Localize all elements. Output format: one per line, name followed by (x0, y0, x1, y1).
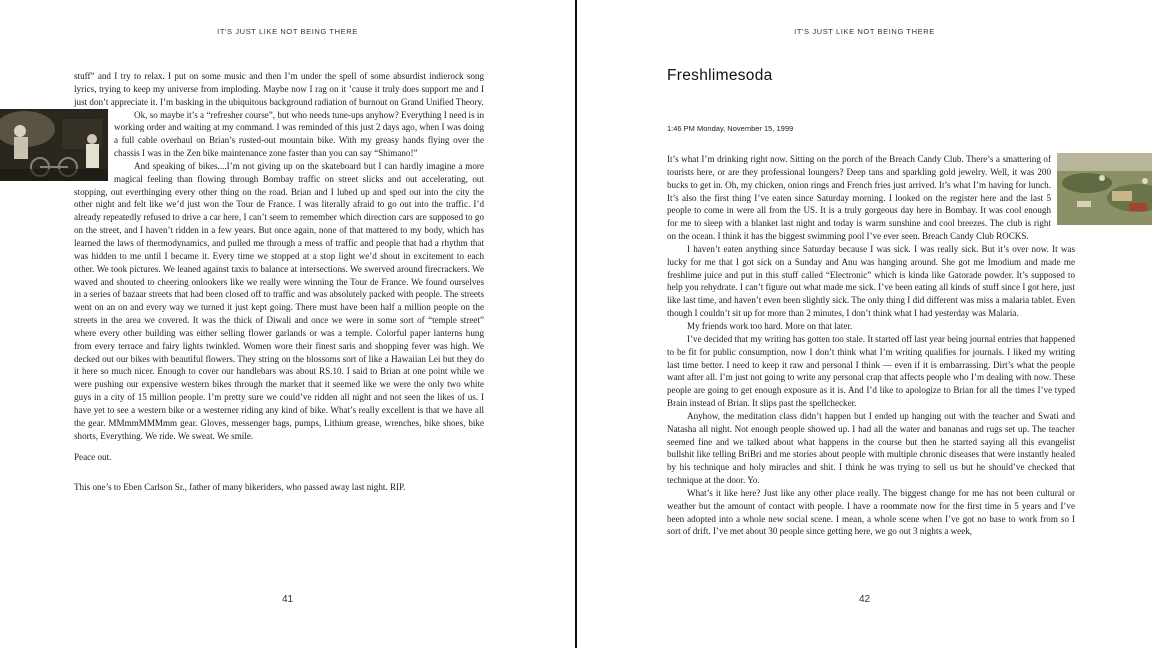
bike-photo (0, 109, 108, 181)
paragraph: I haven’t eaten anything since Saturday because I was sick. I was really sick. But it’s over now. It was lucky for me that I got sick on a Sunday and Anu was hanging around. She got me Imodium and made me freshlime juice and put in this stuff called “Electronic” which is kinda like Gatorade powder. It’s supposed to help you rehydrate. I can’t figure out what made me sick. I’ve been eating all kinds of stuff since I got here, just like last time, and haven’t even been slightly sick. The only thing I did different was miss a malaria tablet. Even though I couldn’t sit up for more than 2 minutes, I don’t think what I had yesterday was Malaria. (667, 243, 1075, 319)
right-page (577, 0, 1152, 648)
club-photo (1057, 153, 1152, 225)
running-head: IT'S JUST LIKE NOT BEING THERE (217, 27, 358, 36)
paragraph: Anyhow, the meditation class didn’t happen but I ended up hanging out with the teacher and Swati and Natasha all night. Not enough people showed up. I had all the water and bananas and rugs set up. The teacher seemed fine and we talked about what happens in the course but then he started saying all this evangelist bullshit like telling BriBri and me stories about people with multiple chronic diseases that were instantly healed by his technique and holy miracles and shit. I think he was trying to sell us but he should’ve checked that technique at the door. Yo. (667, 410, 1075, 486)
left-page (0, 0, 575, 648)
paragraph: This one’s to Eben Carlson Sr., father of many bikeriders, who passed away last night. RIP. (74, 482, 406, 493)
running-head: IT'S JUST LIKE NOT BEING THERE (794, 27, 935, 36)
body-text (74, 70, 484, 494)
paragraph: I’ve decided that my writing has gotten too stale. It started off last year being journal entries that happened to be fit for public consumption, now I don’t think what I’m writing qualifies for journals. I liked my writing last time better. I need to keep it raw and personal I think — even if it is embarrassing. Dirt’s what the people want after all. I’m just not going to write any personal crap that affects people who I’m dealing with now. These people are going to get enough exposure as it is. And I’d like to apologize to Brian for all the times I’ve typed Brain instead of Brian. It slips past the spellchecker. (667, 333, 1075, 409)
paragraph: My friends work too hard. More on that later. (687, 320, 853, 331)
paragraph: stuff” and I try to relax. I put on some music and then I’m under the spell of some absurdist indierock song lyrics, trying to keep my universe from imploding. Maybe now I rag on it ’cause it truly does support me and I just don’t appreciate it. I’m basking in the ubiquitous background radiation of burnout on Grand Unified Theory. (74, 71, 484, 107)
paragraph: And speaking of bikes....I’m not giving up on the skateboard but I can hardly imagine a more magical feeling than flowing through Bombay traffic on street slicks and out accelerating, out stopping, out everthinging every other thing on the road. Brian and I lubed up and sped out into the city the other night and felt like we’d just won the Tour de France. I was literally afraid to go out into the traffic. I’d already repeatedly refused to drive a car here, I can’t seem to remember which direction cars are supposed to go on the street, and I haven’t ridden in a few years. But once again, none of that mattered to my body, which has learned the laws of thermodynamics, and pulled me through a mess of traffic and people that had a rhythm that was hidden to me until I became it. Every time we stopped at a stop light we’d shout in excitement to each other. We took pictures. We leaned against taxis to balance at intersections. We swerved around firecrackers. We waved and shouted to cheering onlookers like we really were winning the Tour de France. We found ourselves in a series of bazaar streets that had been closed off to traffic and was absolutely packed with people. The streets went on an on and every way we turned it just kept going. There must have been half a million people on the streets in the area we covered. It was the thick of Diwali and once we were in some sort of “temple street” where every other building was either selling flower garlands or was a temple. Colorful paper lanterns hung from every terrace and fairy lights twinkled. Women wore their finest saris and shopping fever was high. We decked out our bikes with beautiful flowers. They string on the blossoms sort of like a Hawaiian Lei but they do it here so much nicer. Enough to cover our handlebars was about RS.10. I said to Brian at one point while we were pushing our expensive western bikes through the market that it seemed like we were the only two white guys in a city of 15 million people. I’m pretty sure we could’ve ridden all night and not seen the likes of us. I have yet to see a western bike or a westerner riding any kind of bike. What’s really excellent is that we have all the gear. MMmmMMMmm gear. Gloves, messenger bags, pumps, Lithium grease, wrenches, bike shoes, bike shorts, Everything. We ride. We sweat. We smile. (74, 160, 484, 441)
page-number: 42 (858, 594, 871, 605)
page-number: 41 (281, 594, 294, 605)
paragraph: It’s what I’m drinking right now. Sitting on the porch of the Breach Candy Club. There’s a smattering of tourists here, or are they professional loungers? Deep tans and sparkling gold jewelry. Well, it was 200 bucks to get in. Oh, my chicken, onion rings and French fries just arrived. It’s what I’m having for lunch. It’s also the first thing I’ve eaten since Saturday morning. I looked on the register here and the last 5 people to come in were all from the US. It is a truly gorgeous day here in Bombay. It was cool enough for me to sleep with a blanket last night and today is warm sunshine and cool breezes. The club is right on the ocean. I think it has the biggest swimming pool I’ve ever seen. Breach Candy Club ROCKS. (667, 154, 1051, 242)
paragraph: What’s it like here? Just like any other place really. The biggest change for me has not been cultural or weather but the amount of contact with people. I have a roommate now for the first time in 5 years and I’ve been adopted into a whole new social scene. I mean, a whole scene when I’ve got no base to work from so I sort of drift. I’ve met about 30 people since getting here, we go out 3 nights a week, (667, 487, 1075, 537)
paragraph: Ok, so maybe it’s a “refresher course”, but who needs tune-ups anyhow? Everything I need is in working order and waiting at my command. I was reminded of this just 2 days ago, when I was doing a full cable overhaul on Brian’s rusted-out mountain bike. With my greasy hands flying over the chassis I was in the Zen bike maintenance zone faster than you can say “Shimano!” (114, 109, 484, 159)
chapter-title: Freshlimesoda (667, 67, 773, 84)
entry-timestamp: 1:46 PM Monday, November 15, 1999 (667, 124, 794, 133)
body-text (667, 153, 1075, 538)
paragraph: Peace out. (74, 452, 112, 463)
